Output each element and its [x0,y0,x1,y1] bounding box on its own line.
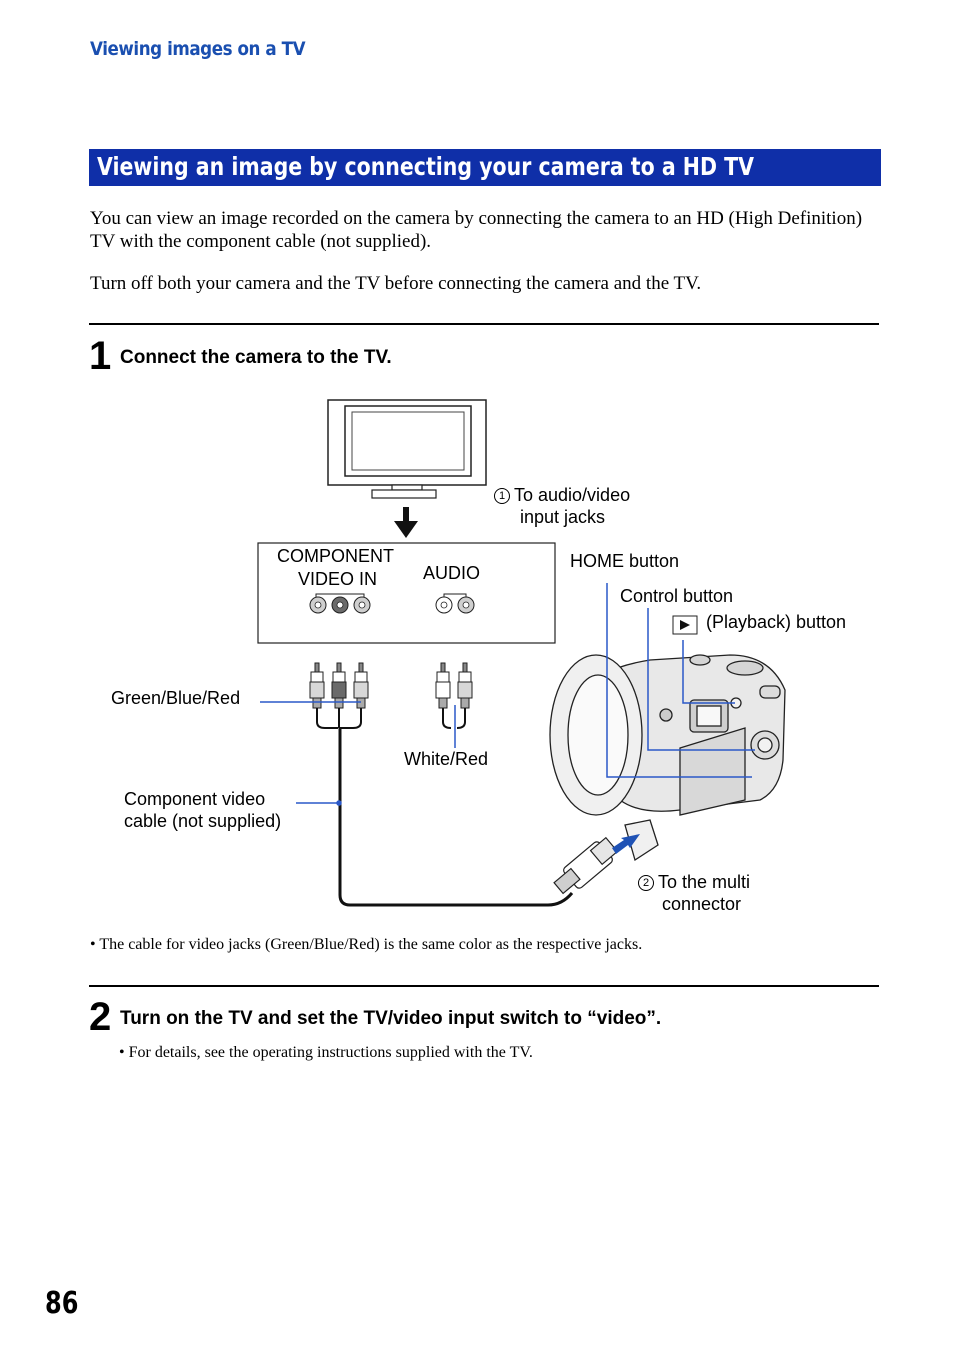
marker-2-icon: 2 [638,875,654,891]
down-arrow-icon [394,507,418,538]
step2-text: Turn on the TV and set the TV/video input switch to “video”. [120,1008,662,1029]
multi-connector-label [638,871,750,893]
running-head: Viewing images on a TV [90,38,306,60]
tv-illustration [328,400,486,498]
step2-rule [89,985,879,987]
home-button-label: HOME button [570,551,680,571]
audio-video-label-line2: input jacks [520,507,606,527]
intro-paragraph-1: You can view an image recorded on the camera by connecting the camera to an HD (High Definition) TV with the component cable (not supplied). [90,208,863,252]
camera-illustration [550,655,785,860]
intro-paragraph-2: Turn off both your camera and the TV before connecting the camera and the TV. [90,273,702,294]
step1-note: • The cable for video jacks (Green/Blue/Red) is the same color as the respective jacks. [90,936,643,953]
component-video-in-label-2: VIDEO IN [298,569,378,589]
playback-icon [673,616,697,634]
step2-number: 2 [89,995,112,1039]
multi-connector-label-line2: connector [662,894,742,914]
marker-1-icon: 1 [494,488,510,504]
page-number: 86 [45,1286,79,1321]
cables [317,708,572,905]
green-blue-red-label: Green/Blue/Red [111,688,241,708]
audio-video-label [494,484,630,506]
multi-connector-label-text: To the multi [658,872,751,892]
section-title: Viewing an image by connecting your camera to a HD TV [97,152,754,181]
control-button-label: Control button [620,586,734,606]
component-cable-label-1: Component video [124,789,266,809]
playback-button-label: (Playback) button [706,612,847,632]
audio-label: AUDIO [423,563,481,583]
step2-note: • For details, see the operating instructions supplied with the TV. [119,1044,533,1061]
step1-text: Connect the camera to the TV. [120,347,392,368]
component-cable-label-2: cable (not supplied) [124,811,282,831]
white-red-label: White/Red [404,749,489,769]
step1-number: 1 [89,334,112,378]
multi-connector-plug [554,838,617,894]
audio-video-label-text: To audio/video [514,485,631,505]
component-video-in-label-1: COMPONENT [277,546,394,566]
